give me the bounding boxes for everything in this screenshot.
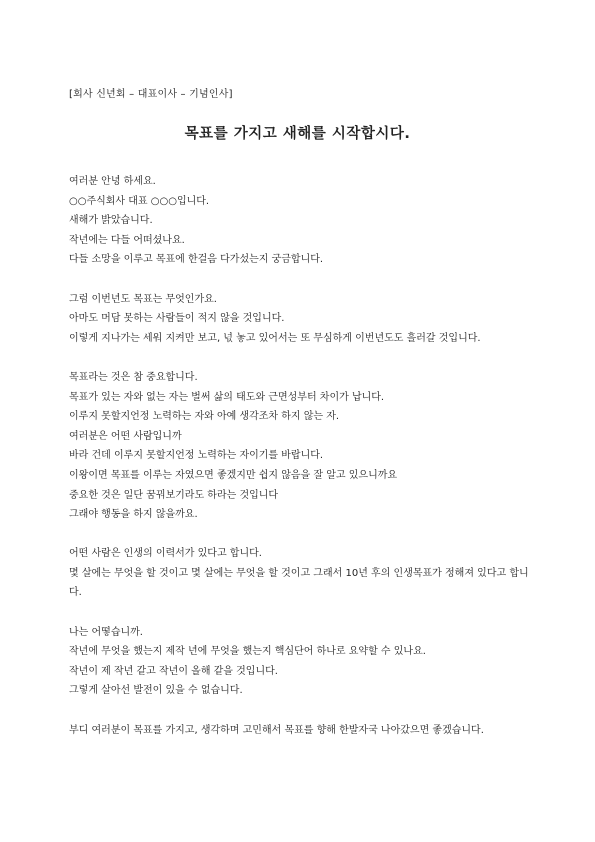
body-line: 새해가 밝았습니다. [69,215,153,227]
paragraph-self-reflection [69,623,539,701]
body-line: 여러분은 어떤 사람입니까 [69,430,182,442]
body-line: 작년에는 다들 어떠셨나요. [69,234,185,246]
body-line: 바라 건데 이루지 못할지언정 노력하는 자이기를 바랍니다. [69,450,324,462]
body-line: 이루지 못할지언정 노력하는 자와 아예 생각조차 하지 않는 자. [69,411,340,423]
body-line: 그럼 이번년도 목표는 무엇인가요. [69,293,217,305]
body-line: ○○주식회사 대표 ○○○입니다. [69,195,210,207]
body-line: 이렇게 지나가는 세워 지켜만 보고, 넋 놓고 있어서는 또 무심하게 이번년도도 흘러갈 것입니다. [69,332,481,344]
body-line: 중요한 것은 일단 꿈꿔보기라도 하라는 것입니다 [69,489,279,501]
body-line: 그렇게 살아선 발전이 있을 수 없습니다. [69,685,243,697]
body-line: 아마도 머담 못하는 사람들이 적지 않을 것입니다. [69,313,285,325]
body-line: 부디 여러분이 목표를 가지고, 생각하며 고민해서 목표를 향해 한발자국 나아갔으면 좋겠습니다. [69,724,484,736]
body-line: 다들 소망을 이루고 목표에 한걸음 다가섰는지 궁금합니다. [69,254,324,266]
body-line: 그래야 행동을 하지 않을까요. [69,509,198,521]
body-line: 목표가 있는 자와 없는 자는 벌써 삶의 태도와 근면성부터 차이가 납니다. [69,391,385,403]
body-line: 작년이 제 작년 같고 작년이 올해 같을 것입니다. [69,665,278,677]
document-header: [회사 신년회 – 대표이사 – 기념인사] [69,89,233,100]
body-line: 작년에 무엇을 했는지 제작 년에 무엇을 했는지 핵심단어 하나로 요약할 수 있나요. [69,646,426,658]
paragraph-life-resume [69,544,539,603]
document-body [69,172,539,760]
body-line: 이왕이면 목표를 이루는 자였으면 좋겠지만 쉽지 않음을 잘 알고 있으니까요 [69,469,398,481]
body-line: 어떤 사람은 인생의 이력서가 있다고 합니다. [69,548,262,560]
paragraph-greeting [69,172,539,270]
body-line: 나는 어떻습니까. [69,626,143,638]
paragraph-closing [69,721,539,741]
body-line: 목표라는 것은 참 중요합니다. [69,371,198,383]
paragraph-this-year-goal [69,290,539,349]
paragraph-importance-of-goals [69,368,539,525]
body-line: 몇 살에는 무엇을 할 것이고 몇 살에는 무엇을 할 것이고 그래서 10년 후의 인생목표가 정해져 있다고 합니다. [69,567,529,599]
document-title: 목표를 가지고 새해를 시작합시다. [184,126,411,142]
body-line: 여러분 안녕 하세요. [69,176,156,187]
